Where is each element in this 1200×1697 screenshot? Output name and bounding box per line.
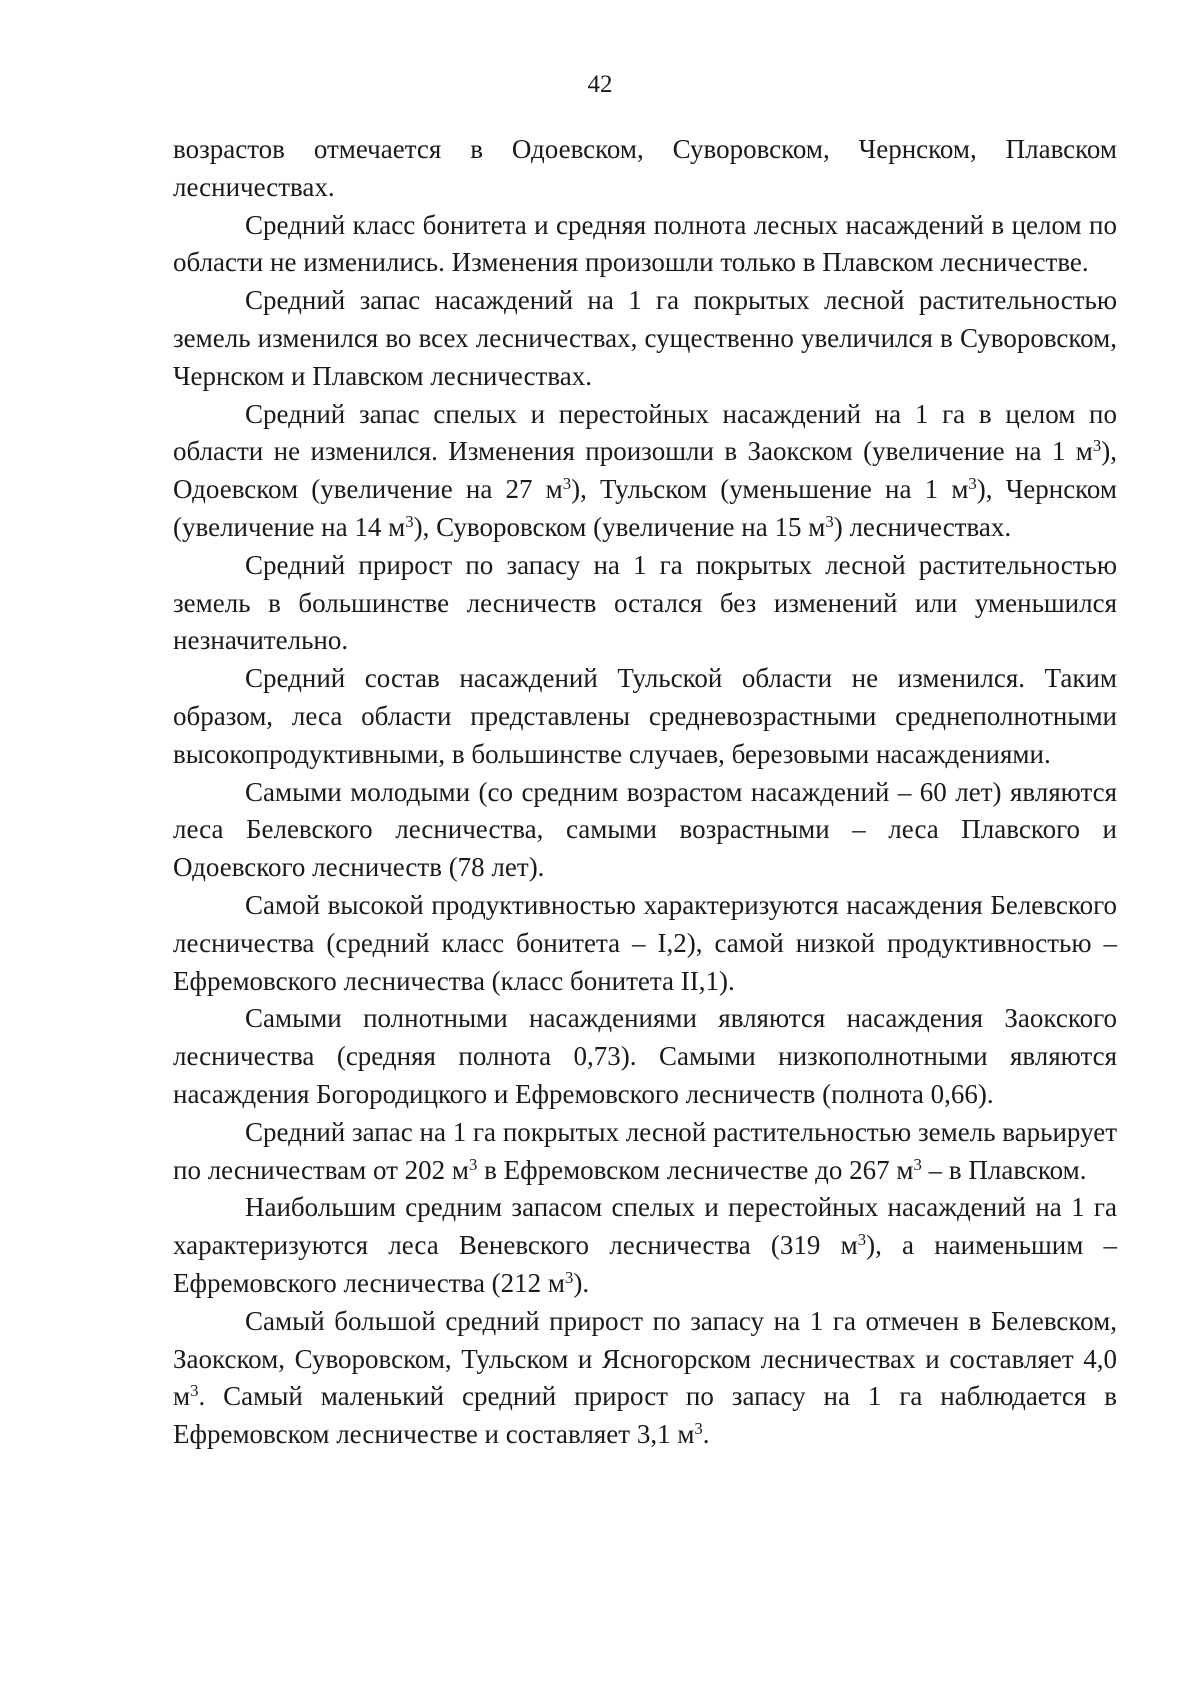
text-segment: ), Одоевском (увеличение на 27 м	[173, 436, 1117, 505]
text-segment: ).	[573, 1267, 590, 1298]
superscript: 3	[825, 511, 834, 531]
text-segment: ) лесничествах.	[833, 511, 1012, 542]
text-segment: возрастов отмечается в Одоевском, Суворовском, Чернском, Плавском лесничествах.	[173, 134, 1117, 202]
text-segment: Средний запас насаждений на 1 га покрытых лесной растительностью земель изменился во всех лесничествах, существенно увеличился в Суворовском, Чернском и Плавском лесничествах.	[173, 285, 1117, 391]
paragraph	[173, 1189, 1117, 1302]
text-segment: Средний класс бонитета и средняя полнота лесных насаждений в целом по области не изменились. Изменения произошли только в Плавском лесничестве.	[173, 209, 1117, 278]
paragraph	[173, 887, 1117, 1000]
paragraph	[173, 1303, 1117, 1454]
text-segment: Средний прирост по запасу на 1 га покрытых лесной растительностью земель в большинстве лесничеств остался без изменений или уменьшился незначительно.	[173, 549, 1117, 656]
text-segment: ), Суворовском (увеличение на 15 м	[413, 511, 826, 542]
paragraph	[173, 1114, 1117, 1190]
superscript: 3	[857, 1229, 867, 1249]
text-segment: Наибольшим средним запасом спелых и перестойных насаждений на 1 га характеризуются леса Веневского лесничества (319 м	[173, 1192, 1117, 1261]
text-segment: – в Плавском.	[921, 1154, 1087, 1185]
text-segment: . Самый маленький средний прирост по запасу на 1 га наблюдается в Ефремовском лесничестве и составляет 3,1 м	[173, 1381, 1117, 1450]
text-segment: в Ефремовском лесничестве до 267 м	[477, 1154, 914, 1185]
superscript: 3	[190, 1381, 199, 1401]
superscript: 3	[913, 1154, 922, 1174]
superscript: 3	[405, 511, 414, 531]
text-segment: .	[702, 1419, 710, 1450]
paragraph	[173, 774, 1117, 887]
superscript: 3	[1092, 436, 1102, 456]
paragraph	[173, 660, 1117, 773]
text-segment: Самыми молодыми (со средним возрастом насаждений – 60 лет) являются леса Белевского лесничества, самыми возрастными – леса Плавского и Одоевского лесничеств (78 лет).	[173, 776, 1117, 883]
document-body	[173, 131, 1117, 1454]
text-segment: Самой высокой продуктивностью характеризуются насаждения Белевского лесничества (средний класс бонитета – I,2), самой низкой продуктивностью – Ефремовского лесничества (класс бонитета II,1).	[173, 889, 1117, 996]
text-segment: ), Чернском (увеличение на 14 м	[173, 474, 1117, 542]
text-segment: ), а наименьшим – Ефремовского лесничества (212 м	[173, 1230, 1117, 1298]
paragraph	[173, 547, 1117, 660]
text-segment: Самыми полнотными насаждениями являются насаждения Заокского лесничества (средняя полнота 0,73). Самыми низкополнотными являются насаждения Богородицкого и Ефремовского лесничеств (полнота 0,66).	[173, 1003, 1117, 1109]
superscript: 3	[562, 473, 572, 493]
text-segment: Самый большой средний прирост по запасу на 1 га отмечен в Белевском, Заокском, Суворовском, Тульском и Ясногорском лесничествах и составляет 4,0 м	[173, 1305, 1117, 1412]
text-segment: Средний запас спелых и перестойных насаждений на 1 га в целом по области не изменился. Изменения произошли в Заокском (увеличение на 1 м	[173, 398, 1117, 467]
superscript: 3	[968, 473, 977, 493]
superscript: 3	[694, 1418, 703, 1438]
text-segment: Средний запас на 1 га покрытых лесной растительностью земель варьирует по лесничествам от 202 м	[173, 1116, 1117, 1185]
superscript: 3	[565, 1267, 574, 1287]
paragraph	[173, 282, 1117, 395]
paragraph	[173, 396, 1117, 547]
paragraph	[173, 207, 1117, 283]
paragraph	[173, 1000, 1117, 1113]
text-segment: ), Тульском (уменьшение на 1 м	[571, 474, 969, 505]
page-number: 42	[587, 71, 613, 98]
paragraph-continuation	[173, 131, 1117, 207]
superscript: 3	[468, 1154, 478, 1174]
text-segment: Средний состав насаждений Тульской области не изменился. Таким образом, леса области представлены средневозрастными среднеполнотными высокопродуктивными, в большинстве случаев, березовыми насаждениями.	[173, 663, 1117, 769]
